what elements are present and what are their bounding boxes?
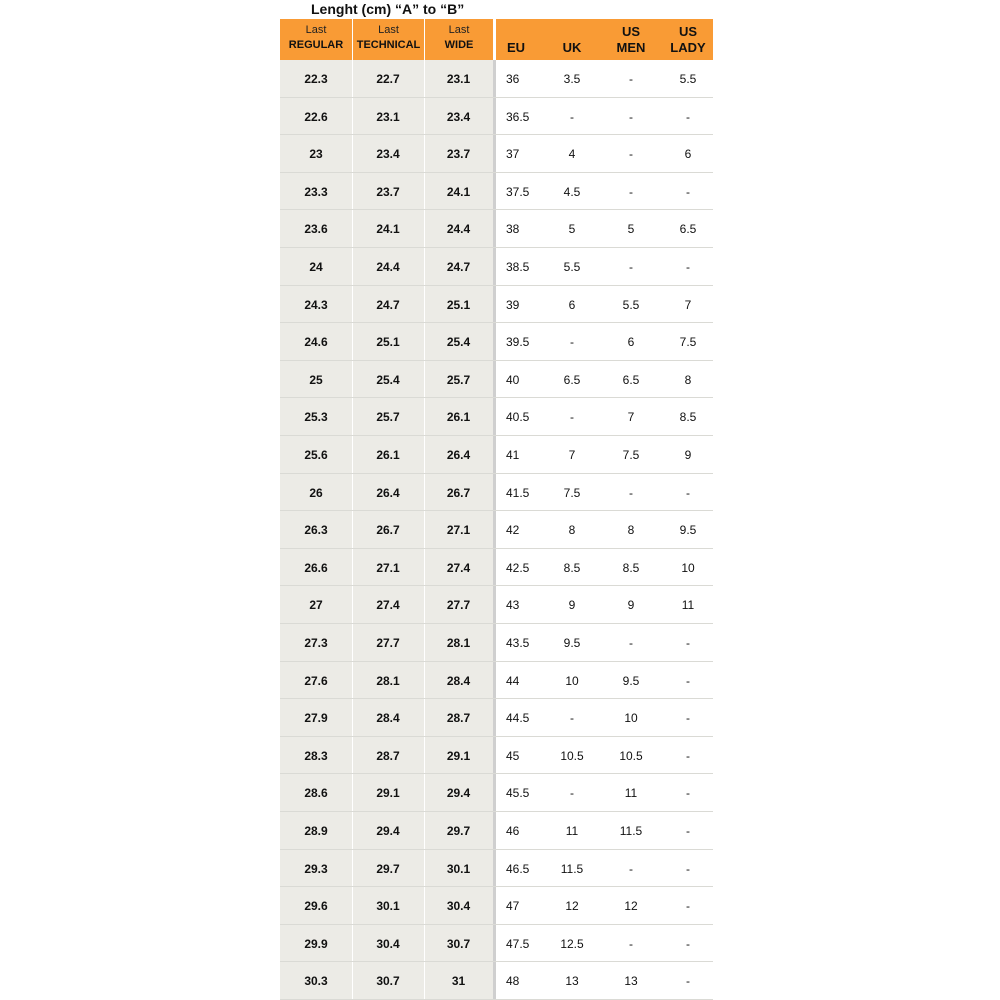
header-eu-label: EU	[506, 40, 526, 55]
cell-last-technical: 28.7	[376, 748, 400, 763]
cell-last-technical: 24.7	[376, 297, 400, 312]
cell-us-lady: 6.5	[679, 222, 697, 236]
header-us-lady-top: US	[678, 24, 698, 39]
cell-us-lady: -	[686, 748, 690, 763]
header-last-wide-sub: Last	[448, 24, 470, 36]
cell-us-men: -	[629, 109, 633, 124]
cell-last-wide: 28.1	[446, 636, 471, 650]
cell-us-lady: 9.5	[679, 523, 697, 537]
cell-us-men: -	[629, 936, 633, 951]
cell-us-men: -	[629, 72, 633, 86]
cell-eu: 42	[506, 523, 520, 537]
cell-eu: 44	[506, 673, 520, 688]
cell-us-men: -	[629, 485, 633, 500]
table-row	[280, 135, 713, 173]
cell-us-men: -	[629, 184, 633, 199]
cell-last-wide: 25.4	[446, 335, 471, 349]
cell-uk: 8.5	[563, 560, 581, 575]
cell-last-wide: 29.4	[446, 786, 471, 800]
cell-last-wide: 29.7	[446, 824, 471, 838]
cell-last-technical: 28.4	[376, 711, 400, 725]
cell-last-technical: 22.7	[376, 72, 400, 86]
cell-us-men: 8	[627, 523, 635, 537]
cell-last-technical: 24.1	[376, 222, 400, 236]
cell-last-wide: 23.7	[446, 147, 471, 161]
cell-last-wide: 31	[451, 974, 466, 988]
cell-us-men: 5.5	[622, 297, 640, 312]
table-header	[280, 19, 713, 60]
table-row	[280, 173, 713, 210]
cell-eu: 47.5	[506, 936, 530, 951]
cell-last-regular: 24.3	[304, 297, 328, 312]
cell-us-men: -	[629, 260, 633, 274]
cell-last-wide: 29.1	[446, 748, 471, 763]
cell-eu: 46	[506, 824, 520, 838]
cell-last-wide: 26.7	[446, 485, 471, 500]
table-row	[280, 887, 713, 925]
cell-us-lady: 11	[681, 598, 695, 612]
cell-uk: 3.5	[563, 72, 581, 86]
cell-eu: 36	[506, 72, 520, 86]
cell-uk: 6	[568, 297, 576, 312]
cell-last-technical: 27.7	[376, 636, 400, 650]
cell-us-lady: 8	[684, 372, 692, 387]
cell-us-lady: -	[686, 636, 690, 650]
cell-uk: 12	[565, 899, 579, 913]
cell-eu: 40	[506, 372, 520, 387]
cell-us-lady: -	[686, 899, 690, 913]
cell-us-lady: 7.5	[679, 335, 697, 349]
cell-last-technical: 25.7	[376, 410, 400, 424]
cell-us-lady: -	[686, 936, 690, 951]
chart-title: Lenght (cm) “A” to “B”	[311, 1, 465, 17]
cell-uk: 13	[565, 974, 579, 988]
cell-us-men: 7.5	[622, 448, 640, 462]
cell-uk: -	[570, 109, 574, 124]
cell-uk: -	[570, 786, 574, 800]
table-row	[280, 699, 713, 737]
cell-last-wide: 26.1	[446, 410, 471, 424]
cell-us-men: 5	[627, 222, 635, 236]
cell-us-men: 13	[624, 974, 638, 988]
cell-us-lady: -	[686, 824, 690, 838]
cell-eu: 39.5	[506, 335, 530, 349]
header-last-regular-sub: Last	[305, 24, 327, 36]
cell-last-technical: 23.4	[376, 147, 400, 161]
cell-us-men: 9.5	[622, 673, 640, 688]
cell-eu: 47	[506, 899, 520, 913]
cell-eu: 40.5	[506, 410, 530, 424]
cell-last-regular: 29.9	[304, 936, 328, 951]
cell-eu: 39	[506, 297, 520, 312]
cell-uk: -	[570, 335, 574, 349]
cell-last-regular: 23.6	[304, 222, 328, 236]
table-row	[280, 361, 713, 398]
cell-last-technical: 27.4	[376, 598, 400, 612]
cell-last-wide: 27.7	[446, 598, 471, 612]
table-row	[280, 962, 713, 1000]
cell-last-technical: 25.4	[376, 372, 400, 387]
cell-last-technical: 25.1	[376, 335, 400, 349]
cell-eu: 41	[506, 448, 520, 462]
cell-last-technical: 30.7	[376, 974, 400, 988]
cell-last-regular: 28.3	[304, 748, 328, 763]
table-row	[280, 511, 713, 549]
cell-us-men: 6.5	[622, 372, 640, 387]
cell-uk: -	[570, 410, 574, 424]
table-row	[280, 60, 713, 98]
table-row	[280, 248, 713, 286]
cell-eu: 45	[506, 748, 520, 763]
cell-last-regular: 23	[309, 147, 323, 161]
cell-last-regular: 29.6	[304, 899, 328, 913]
cell-us-men: 9	[627, 598, 635, 612]
cell-eu: 37	[506, 147, 520, 161]
cell-last-wide: 27.1	[446, 523, 471, 537]
cell-last-wide: 24.1	[446, 184, 471, 199]
cell-us-lady: 6	[684, 147, 692, 161]
cell-last-wide: 23.1	[446, 72, 471, 86]
cell-last-wide: 28.7	[446, 711, 471, 725]
cell-last-regular: 22.3	[304, 72, 328, 86]
cell-last-technical: 30.4	[376, 936, 400, 951]
cell-last-regular: 25.3	[304, 410, 328, 424]
cell-us-lady: -	[686, 184, 690, 199]
header-uk	[552, 19, 592, 60]
header-us-lady	[664, 19, 712, 60]
table-row	[280, 474, 713, 511]
cell-last-technical: 23.7	[376, 184, 400, 199]
cell-uk: 10	[565, 673, 579, 688]
cell-uk: 6.5	[563, 372, 581, 387]
cell-last-technical: 29.4	[376, 824, 400, 838]
cell-last-regular: 27.9	[304, 711, 328, 725]
cell-eu: 45.5	[506, 786, 530, 800]
cell-eu: 38.5	[506, 260, 530, 274]
cell-last-regular: 26.3	[304, 523, 328, 537]
cell-uk: 9	[568, 598, 576, 612]
cell-last-wide: 24.4	[446, 222, 471, 236]
cell-uk: 8	[568, 523, 576, 537]
cell-uk: 11.5	[560, 861, 584, 876]
cell-last-regular: 29.3	[304, 861, 328, 876]
cell-us-men: -	[629, 147, 633, 161]
cell-us-lady: 8.5	[679, 410, 697, 424]
cell-us-lady: -	[686, 711, 690, 725]
cell-eu: 42.5	[506, 560, 530, 575]
cell-uk: 7.5	[563, 485, 581, 500]
table-row	[280, 398, 713, 436]
cell-last-regular: 26	[309, 485, 323, 500]
cell-us-lady: -	[686, 485, 690, 500]
cell-last-regular: 27.3	[304, 636, 328, 650]
cell-last-wide: 26.4	[446, 448, 471, 462]
cell-last-regular: 24	[309, 260, 323, 274]
table-row	[280, 286, 713, 323]
cell-last-technical: 29.1	[376, 786, 400, 800]
cell-last-wide: 27.4	[446, 560, 471, 575]
table-row	[280, 812, 713, 850]
cell-eu: 38	[506, 222, 520, 236]
cell-uk: 10.5	[560, 748, 584, 763]
cell-last-regular: 22.6	[304, 109, 328, 124]
table-row	[280, 925, 713, 962]
cell-last-technical: 27.1	[376, 560, 400, 575]
cell-us-men: -	[629, 636, 633, 650]
header-eu	[496, 19, 536, 60]
cell-eu: 43	[506, 598, 520, 612]
cell-last-regular: 27	[309, 598, 323, 612]
header-last-regular-main: REGULAR	[288, 39, 344, 51]
table-row	[280, 436, 713, 474]
cell-us-men: 6	[627, 335, 635, 349]
cell-us-lady: -	[686, 786, 690, 800]
cell-last-regular: 27.6	[304, 673, 328, 688]
header-last-technical	[353, 19, 424, 60]
cell-eu: 46.5	[506, 861, 530, 876]
cell-us-men: 11	[624, 786, 638, 800]
table-row	[280, 586, 713, 624]
table-row	[280, 662, 713, 699]
cell-uk: 9.5	[563, 636, 581, 650]
cell-last-regular: 28.6	[304, 786, 328, 800]
cell-us-lady: -	[686, 673, 690, 688]
cell-last-wide: 25.7	[446, 372, 471, 387]
table-row	[280, 850, 713, 887]
cell-last-regular: 25.6	[304, 448, 328, 462]
header-last-regular	[280, 19, 352, 60]
cell-last-technical: 26.1	[376, 448, 400, 462]
cell-us-men: -	[629, 861, 633, 876]
cell-last-technical: 26.7	[376, 523, 400, 537]
cell-last-regular: 24.6	[304, 335, 328, 349]
table-row	[280, 549, 713, 586]
header-us-men-top: US	[621, 24, 641, 39]
cell-us-lady: 10	[681, 560, 695, 575]
cell-eu: 44.5	[506, 711, 530, 725]
header-last-technical-sub: Last	[378, 24, 399, 36]
cell-last-regular: 23.3	[304, 184, 328, 199]
table-row	[280, 210, 713, 248]
header-last-wide	[425, 19, 493, 60]
cell-uk: 5.5	[563, 260, 581, 274]
table-row	[280, 737, 713, 774]
cell-last-wide: 30.7	[446, 936, 471, 951]
cell-eu: 48	[506, 974, 520, 988]
cell-us-lady: -	[686, 260, 690, 274]
cell-last-wide: 30.1	[446, 861, 471, 876]
header-last-wide-main: WIDE	[444, 39, 474, 51]
cell-last-regular: 30.3	[304, 974, 328, 988]
cell-uk: 5	[568, 222, 576, 236]
cell-uk: 4	[568, 147, 576, 161]
cell-us-lady: 7	[684, 297, 692, 312]
cell-uk: 12.5	[560, 936, 584, 951]
header-us-men	[606, 19, 656, 60]
cell-eu: 37.5	[506, 184, 530, 199]
header-uk-label: UK	[562, 40, 582, 55]
cell-last-technical: 23.1	[376, 109, 400, 124]
cell-uk: 7	[568, 448, 576, 462]
cell-us-lady: -	[686, 974, 690, 988]
cell-us-men: 12	[624, 899, 638, 913]
table-row	[280, 774, 713, 812]
cell-eu: 36.5	[506, 109, 530, 124]
table-row	[280, 323, 713, 361]
cell-last-wide: 30.4	[446, 899, 471, 913]
cell-us-men: 7	[627, 410, 635, 424]
table-row	[280, 98, 713, 135]
cell-last-technical: 24.4	[376, 260, 400, 274]
cell-us-men: 10	[624, 711, 638, 725]
cell-last-wide: 24.7	[446, 260, 471, 274]
cell-last-wide: 23.4	[446, 109, 471, 124]
cell-us-men: 8.5	[622, 560, 640, 575]
cell-us-lady: 5.5	[679, 72, 697, 86]
cell-last-technical: 28.1	[376, 673, 400, 688]
cell-last-technical: 29.7	[376, 861, 400, 876]
cell-last-regular: 26.6	[304, 560, 328, 575]
cell-us-men: 11.5	[619, 824, 643, 838]
cell-us-lady: -	[686, 109, 690, 124]
cell-us-men: 10.5	[619, 748, 643, 763]
table-row	[280, 624, 713, 662]
header-last-technical-main: TECHNICAL	[356, 39, 421, 51]
cell-us-lady: -	[686, 861, 690, 876]
cell-last-technical: 26.4	[376, 485, 400, 500]
cell-uk: 11	[565, 824, 579, 838]
cell-last-regular: 28.9	[304, 824, 328, 838]
cell-us-lady: 9	[684, 448, 692, 462]
cell-last-wide: 28.4	[446, 673, 471, 688]
cell-last-regular: 25	[309, 372, 323, 387]
cell-uk: 4.5	[563, 184, 581, 199]
cell-last-technical: 30.1	[376, 899, 400, 913]
cell-last-wide: 25.1	[446, 297, 471, 312]
header-us-lady-bottom: LADY	[670, 40, 706, 55]
cell-eu: 43.5	[506, 636, 530, 650]
cell-eu: 41.5	[506, 485, 530, 500]
header-us-men-bottom: MEN	[616, 40, 646, 55]
cell-uk: -	[570, 711, 574, 725]
